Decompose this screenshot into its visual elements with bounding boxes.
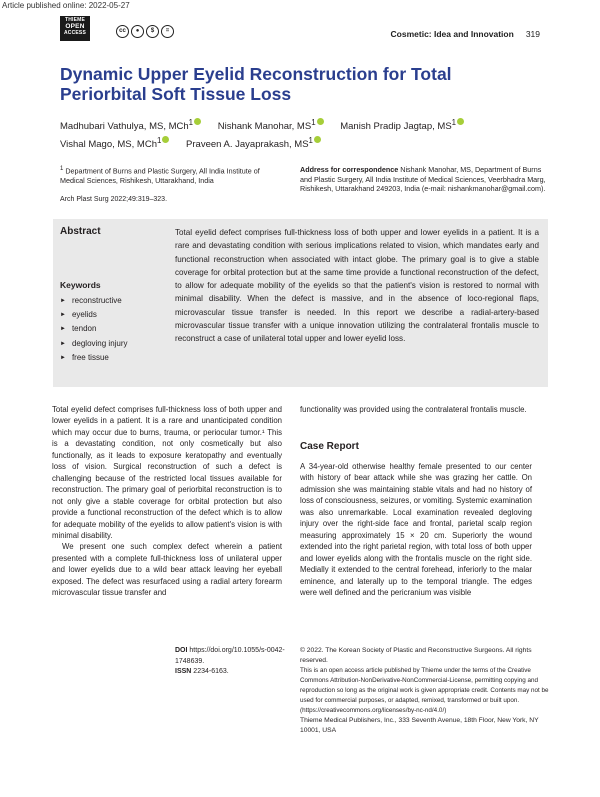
license-text: This is an open access article published by Thieme under the terms of the Creative Commons Attribution-NonDerivative-NonCommercial-License, permitting copying and reproduction so long as the original work is given appropriate credit. Contents may not be used for commercial purposes, or adapted, remixed, transformed or built upon. (https://creativecommons.org/licenses/by-nc-nd/4.0/) [300,667,549,714]
orcid-icon[interactable] [317,118,324,125]
abstract-heading: Abstract [60,226,101,237]
keyword-item[interactable]: ► reconstructive [60,294,128,308]
body-paragraph: A 34-year-old otherwise healthy female presented to our center with history of bear attack while she was grazing her cattle. On admission she was maintaining stable vitals and had no history of loss of consciousness, seizures, or vomiting. Systemic examination was also unremarkable. Local examination revealed degloving injury over the right-side face and frontal, parietal scalp region measuring approximately 15 × 20 cm. Superiorly the wound extended into the right parietal region, with total loss of both upper and lower eyelids along with the frontalis muscle on the right side. Medially it extended to the central forehead, inferiorly to the malar eminence, and laterally up to the temporal triangle. The edges were well defined and the pericranium was visible [300,462,532,597]
journal-section [391,29,540,39]
by-person-icon: ● [131,25,144,38]
author[interactable]: Manish Pradip Jagtap, $MS^1$ [340,121,464,132]
article-title: Dynamic Upper Eyelid Reconstruction for Total Periorbital Soft Tissue Loss [60,64,452,104]
publisher-text: Thieme Medical Publishers, Inc., 333 Seventh Avenue, 18th Floor, New York, NY 10001, USA [300,717,539,734]
body-column-left [52,404,282,599]
noderivatives-icon: = [161,25,174,38]
orcid-icon[interactable] [194,118,201,125]
keyword-item[interactable]: ► eyelids [60,308,128,322]
author[interactable]: Madhubari Vathulya, MS, MCh$^1$ [60,121,201,132]
orcid-icon[interactable] [457,118,464,125]
author[interactable]: Nishank Manohar, $MS^1$ [218,121,324,132]
body-column-right-intro [300,404,532,415]
journal-section-title: Cosmetic: Idea and Innovation [390,29,514,39]
orcid-icon[interactable] [162,136,169,143]
citation: Arch Plast Surg 2022;49:319–323. [60,196,168,203]
body-paragraph: Total eyelid defect comprises full-thickness loss of both upper and lower eyelids in a patient. It is a rare and unanticipated condition which may occur due to burns, trauma, or periocular tumor.¹ This is a devastating condition, not only cosmetically but also functionally, as it leads to exposure keratopathy and eventually loss of vision. Surgical reconstruction of such a defect is challenging because of the restricted local tissues available for reconstruction. The primary goal of periorbital reconstruction is to not only give a stable coverage for orbital protection but also provide a functional reconstruction of the defect which is to allow for adequate mobility of the eyelids to allow patient's vision is with minimal disability. [52,405,282,540]
keyword-item[interactable]: ► tendon [60,322,128,336]
correspondence [300,165,550,194]
doi-link[interactable]: https://doi.org/10.1055/s-0042-1748639. [175,647,285,665]
keyword-item[interactable]: ► free tissue [60,351,128,365]
cc-icon: cc [116,25,129,38]
orcid-icon[interactable] [314,136,321,143]
logo-line-1: THIEME [64,17,86,23]
issn-label: ISSN [175,668,192,675]
thieme-open-access-logo[interactable] [60,16,90,41]
abstract-text: Total eyelid defect comprises full-thickness loss of both upper and lower eyelids in a patient. It is a rare and devastating condition with serious implications related to vision, which mandates early and functional reconstruction when associated with intact globe. The primary goal is to give a stable coverage for orbital protection but at the same time provide a functional reconstruction of the defect, to allow for adequate mobility of the eyelids so that the patient's vision is restored to normal with minimal disability. When the defect is massive, and in the absence of loco-regional flaps, microvascular tissue transfer is needed. In this report we describe a radial-artery-based microvascular tissue transfer with a unique innovation utilizing the contralateral frontalis muscle to reconstruct a case of unilateral total upper and lower eyelid loss. [175,228,539,343]
logo-line-3: ACCESS [63,30,87,36]
case-report-heading: Case Report [300,441,359,452]
copyright-text: © 2022. The Korean Society of Plastic and Reconstructive Surgeons. All rights reserved. [300,647,532,664]
author[interactable]: Vishal Mago, MS, MCh$^1$ [60,139,169,150]
doi-issn-block [175,646,290,678]
page-number: 319 [525,29,540,39]
creative-commons-license-icons[interactable] [116,25,174,38]
correspondence-text: Nishank Manohar, MS, Department of Burns and Plastic Surgery, All India Institute of Medical Sciences, Veerbhadra Marg, Rishikesh, Uttarakhand 249203, India (e-mail: nishankmanohar@gmail.com). [300,165,546,193]
issn-value: 2234-6163. [193,668,229,675]
keywords-list [60,294,128,365]
body-paragraph: functionality was provided using the contralateral frontalis muscle. [300,405,527,414]
body-column-right [300,461,532,598]
keywords-heading: Keywords [60,280,101,290]
author[interactable]: Praveen A. Jayaprakash, $MS^1$ [186,139,321,150]
publication-date: Article published online: 2022-05-27 [2,1,130,10]
affiliation: $^1$ Department of Burns and Plastic Surgery, All India Institute of Medical Sciences, Rishikesh, Uttarakhand, India [60,166,260,185]
logo-line-2: OPEN [65,23,85,30]
correspondence-label: Address for correspondence [300,165,399,174]
body-paragraph: We present one such complex defect wherein a patient presented with a complete full-thickness loss of unilateral upper and lower eyelids due to a wild bear attack leaving her eyeball exposed. The defect was resurfaced using a radial artery forearm microvascular tissue transfer and [52,542,282,598]
keyword-item[interactable]: ► degloving injury [60,337,128,351]
noncommercial-icon: $ [146,25,159,38]
author-list [60,116,540,152]
copyright-block [300,646,550,736]
doi-label: DOI [175,647,188,654]
